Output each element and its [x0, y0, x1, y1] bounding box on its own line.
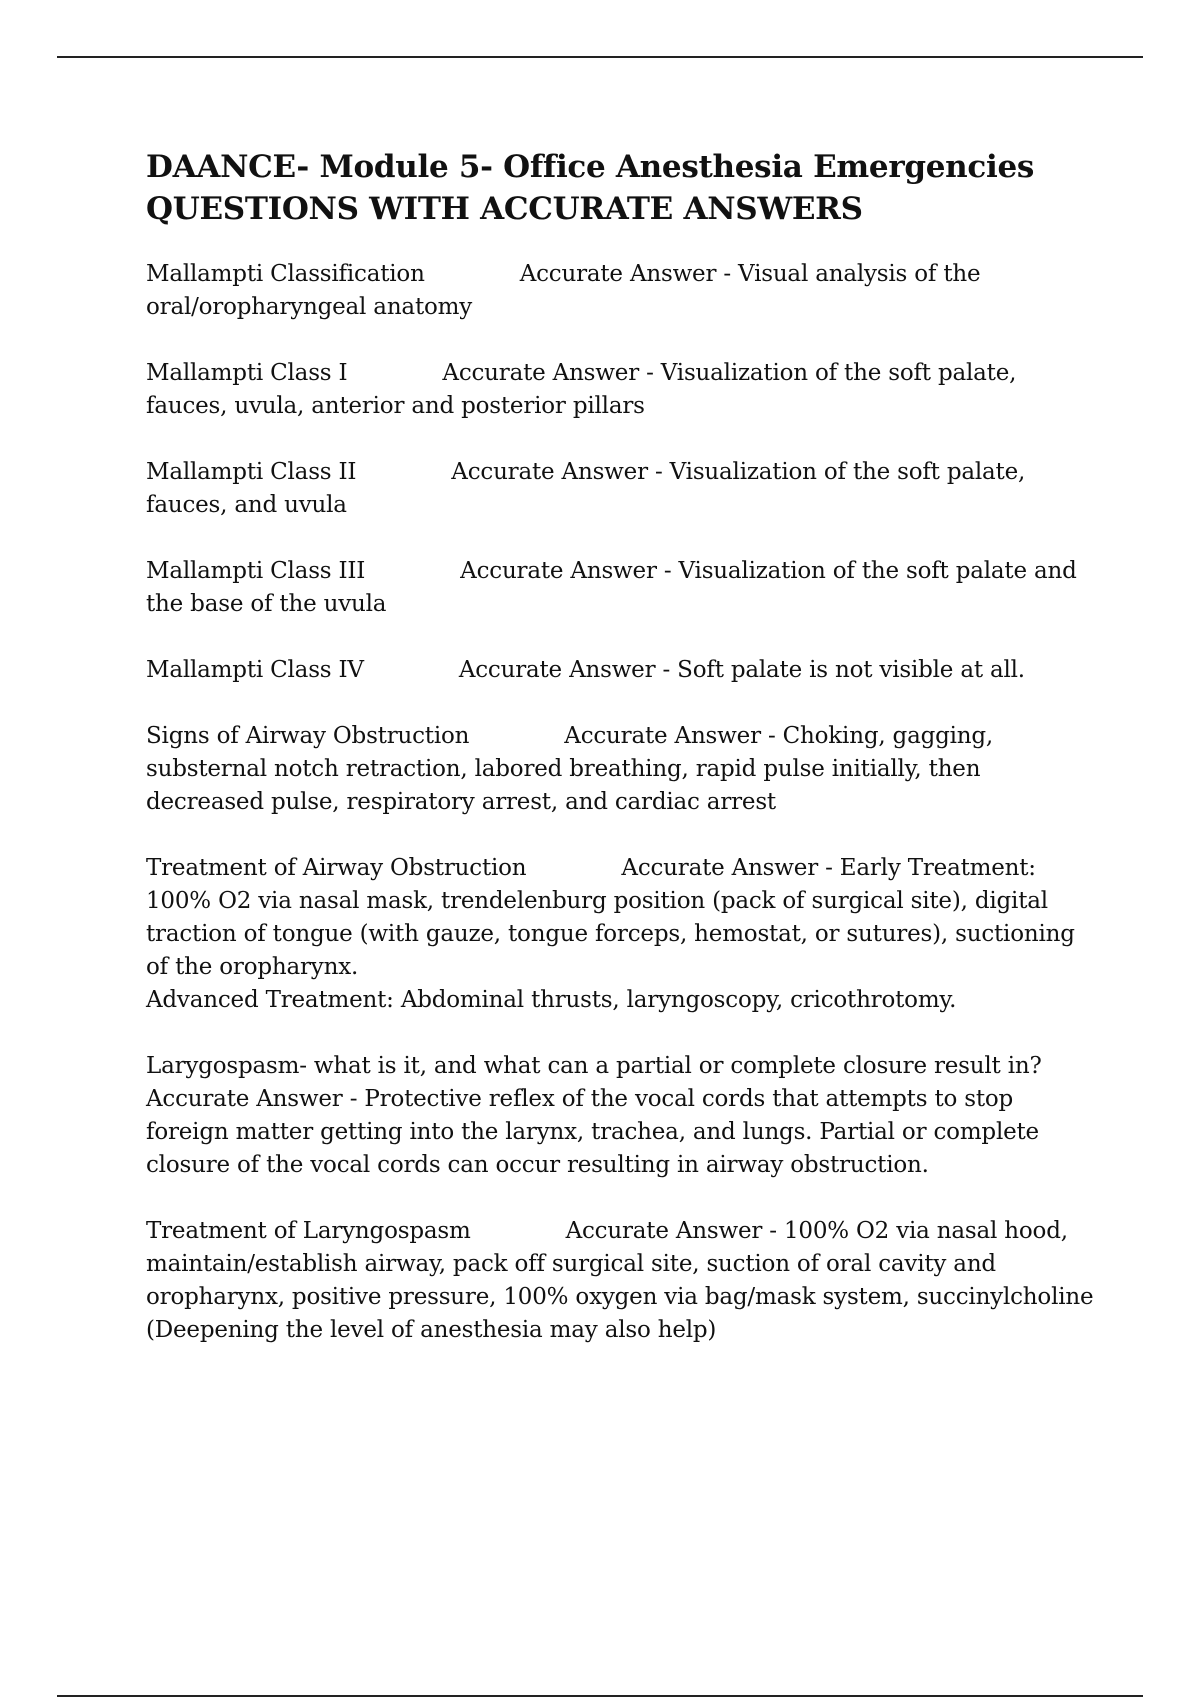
qa-answer: Accurate Answer - Visualization of the soft palate, fauces, and uvula — [146, 459, 1026, 518]
qa-term: Treatment of Airway Obstruction — [146, 855, 527, 881]
qa-answer: Accurate Answer - Visualization of the soft palate and the base of the uvula — [146, 558, 1077, 617]
qa-term: Signs of Airway Obstruction — [146, 723, 470, 749]
document-title — [146, 146, 1096, 230]
qa-answer: Accurate Answer - Soft palate is not visible at all. — [458, 657, 1025, 683]
qa-item-signs-of-airway-obstruction — [146, 720, 1096, 819]
qa-term: Mallampti Class IV — [146, 657, 364, 683]
qa-term: Treatment of Laryngospasm — [146, 1218, 471, 1244]
qa-item-mallampti-class-ii — [146, 456, 1096, 522]
qa-item-treatment-of-airway-obstruction — [146, 852, 1096, 1017]
qa-item-treatment-of-laryngospasm — [146, 1215, 1096, 1347]
qa-answer: Accurate Answer - 100% O2 via nasal hood, maintain/establish airway, pack off surgical site, suction of oral cavity and oropharynx, positive pressure, 100% oxygen via bag/mask system, succinylcholine — [146, 1218, 1094, 1310]
qa-answer: Accurate Answer - Protective reflex of the vocal cords that attempts to stop foreign matter getting into the larynx, trachea, and lungs. Partial or complete closure of the vocal cords can occur resulting in airway obstruction. — [146, 1086, 1039, 1178]
qa-item-laryngospasm — [146, 1050, 1096, 1182]
qa-item-mallampti-class-iv — [146, 654, 1096, 687]
qa-term: Larygospasm- what is it, and what can a partial or complete closure result in? — [146, 1053, 1042, 1079]
bottom-rule — [57, 1695, 1143, 1697]
top-rule — [57, 56, 1143, 58]
qa-term: Mallampti Class III — [146, 558, 366, 584]
qa-term: Mallampti Class II — [146, 459, 357, 485]
qa-term: Mallampti Class I — [146, 360, 348, 386]
qa-item-mallampti-classification — [146, 258, 1096, 324]
qa-extra-line: (Deepening the level of anesthesia may also help) — [146, 1317, 717, 1343]
qa-item-mallampti-class-iii — [146, 555, 1096, 621]
qa-extra-line: Advanced Treatment: Abdominal thrusts, laryngoscopy, cricothrotomy. — [146, 987, 957, 1013]
qa-item-mallampti-class-i — [146, 357, 1096, 423]
qa-answer: Accurate Answer - Choking, gagging, substernal notch retraction, labored breathing, rapid pulse initially, then decreased pulse, respiratory arrest, and cardiac arrest — [146, 723, 994, 815]
qa-answer: Accurate Answer - Visualization of the soft palate, fauces, uvula, anterior and posterior pillars — [146, 360, 1017, 419]
qa-answer: Accurate Answer - Visual analysis of the oral/oropharyngeal anatomy — [146, 261, 981, 320]
qa-term: Mallampti Classification — [146, 261, 425, 287]
title-line-2: QUESTIONS WITH ACCURATE ANSWERS — [146, 191, 863, 227]
page-content — [146, 146, 1096, 1380]
qa-answer: Accurate Answer - Early Treatment: 100% O2 via nasal mask, trendelenburg position (pack of surgical site), digital traction of tongue (with gauze, tongue forceps, hemostat, or sutures), suctioning of the oropharynx. — [146, 855, 1075, 980]
title-line-1: DAANCE- Module 5- Office Anesthesia Emergencies — [146, 149, 1035, 185]
